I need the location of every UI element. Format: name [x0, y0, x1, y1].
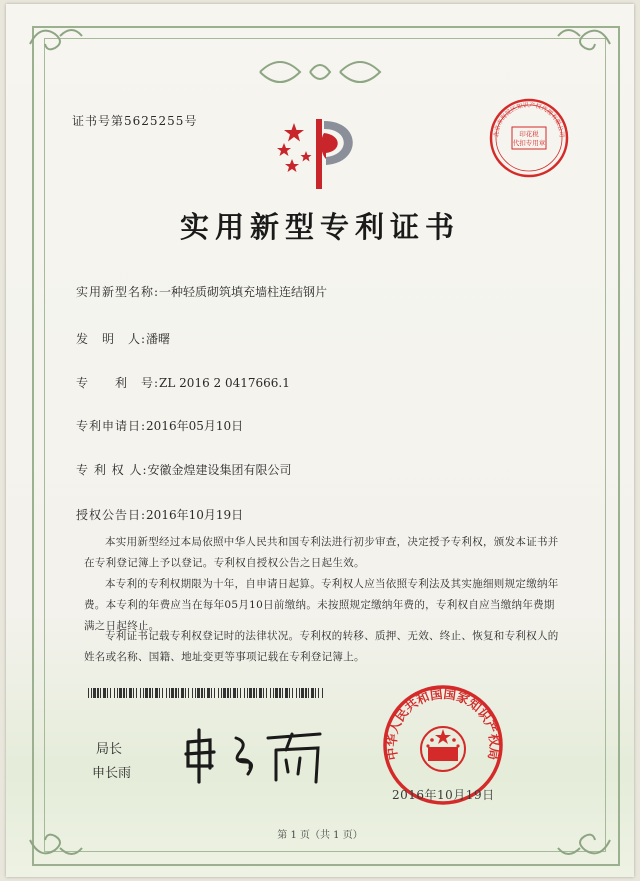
field-utility-model-name — [76, 283, 327, 300]
barcode-icon — [88, 688, 326, 698]
field-grant-date — [76, 506, 243, 523]
field-inventor — [76, 330, 170, 347]
field-label: 专 利 权 人: — [76, 463, 148, 477]
svg-text:代扣专用章: 代扣专用章 — [512, 139, 546, 147]
top-left-ornament-icon — [20, 14, 90, 64]
field-patent-number — [76, 374, 290, 391]
field-value: 一种轻质砌筑填充墙柱连结钢片 — [159, 285, 328, 299]
field-label: 发 明 人: — [76, 332, 147, 346]
field-patentee — [76, 461, 292, 478]
field-value: 2016年10月19日 — [146, 508, 244, 522]
patent-office-logo-icon — [270, 113, 380, 193]
paragraph-legal-status: 专利证书记载专利权登记时的法律状况。专利权的转移、质押、无效、终止、恢复和专利权人的姓名或名称、国籍、地址变更等事项记载在专利登记簿上。 — [84, 630, 559, 663]
director-signature — [180, 720, 330, 790]
certificate-number: 证书号第5625255号 — [72, 114, 198, 128]
field-value: 安徽金煌建设集团有限公司 — [147, 463, 292, 477]
svg-text:北京市海淀区知识产权代理有限公司: 北京市海淀区知识产权代理有限公司 — [492, 101, 566, 138]
certificate-title: 实用新型专利证书 — [179, 210, 460, 244]
field-label: 专 利 号: — [76, 376, 160, 390]
top-right-ornament-icon — [550, 14, 620, 64]
paragraph-grant: 本实用新型经过本局依照中华人民共和国专利法进行初步审查，决定授予专利权，颁发本证书并在专利登记簿上予以登记。专利权自授权公告之日起生效。 — [84, 536, 559, 569]
director-title: 局长 — [96, 742, 123, 757]
field-application-date — [76, 417, 243, 434]
field-label: 授权公告日: — [76, 508, 147, 522]
field-value: ZL 2016 2 0417666.1 — [159, 376, 290, 390]
page-number: 第 1 页（共 1 页） — [277, 830, 363, 841]
director-name: 申长雨 — [92, 766, 132, 781]
field-label: 专利申请日: — [76, 419, 147, 433]
top-center-ornament-icon — [250, 52, 390, 92]
field-value: 2016年05月10日 — [146, 419, 244, 433]
field-label: 实用新型名称: — [76, 285, 160, 299]
svg-text:印花税: 印花税 — [519, 130, 539, 138]
svg-text:中华人民共和国国家知识产权局: 中华人民共和国国家知识产权局 — [383, 686, 503, 762]
issue-date: 2016年10月19日 — [392, 788, 495, 802]
field-value: 潘曙 — [146, 332, 171, 346]
paragraph-term: 本专利的专利权期限为十年，自申请日起算。专利权人应当依照专利法及其实施细则规定缴纳年费。本专利的年费应当在每年05月10日前缴纳。未按照规定缴纳年费的，专利权自应当缴纳年费期满之日起终止。 — [84, 578, 559, 632]
agency-seal — [488, 97, 570, 179]
